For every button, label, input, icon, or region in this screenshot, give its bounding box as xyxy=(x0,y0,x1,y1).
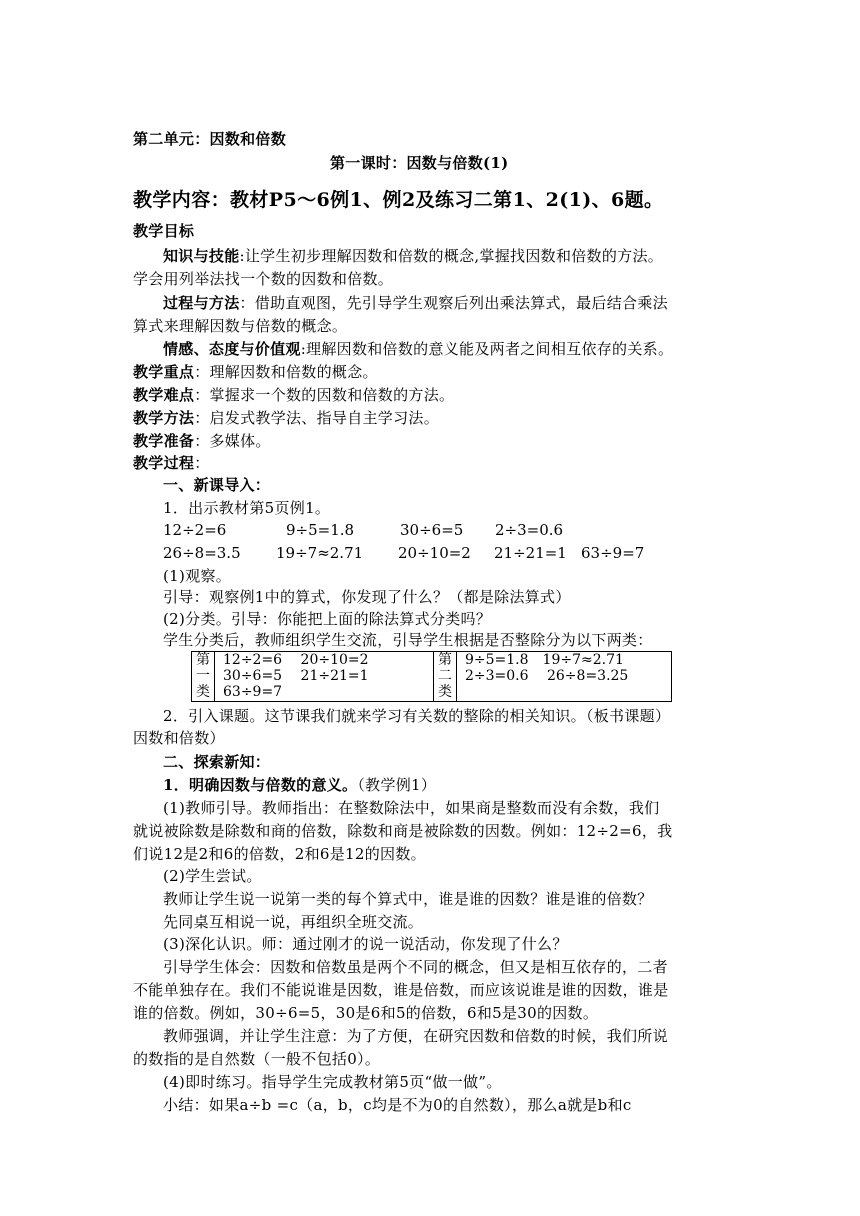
header-char: 二 xyxy=(438,668,452,684)
objective-knowledge xyxy=(163,245,663,267)
objective-knowledge-text: :让学生初步理解因数和倍数的概念,掌握找因数和倍数的方法。 xyxy=(239,247,664,265)
meta-text: ：多媒体。 xyxy=(194,432,271,450)
section2-heading: 二、探索新知： xyxy=(163,753,271,771)
teaching-content: 教学内容：教材P5～6例1、例2及练习二第1、2(1)、6题。 xyxy=(133,189,664,211)
meta-difficulty xyxy=(133,384,454,406)
meta-label: 教学方法 xyxy=(133,409,195,427)
lesson-title: 第一课时：因数与倍数(1) xyxy=(330,154,509,172)
objective-process xyxy=(163,292,668,314)
equation: 21÷21=1 xyxy=(494,544,567,562)
objective-process-cont: 算式来理解因数与倍数的概念。 xyxy=(133,317,348,335)
table-line xyxy=(465,684,671,700)
section1-heading: 一、新课导入： xyxy=(163,476,271,494)
paragraph-line: 的数指的是自然数（一般不包括0）。 xyxy=(133,1050,381,1068)
paragraph-line: (4)即时练习。指导学生完成教材第5页“做一做”。 xyxy=(163,1073,502,1091)
table-line: 9÷5=1.8 19÷7≈2.71 xyxy=(465,652,624,668)
unit-title: 第二单元：因数和倍数 xyxy=(133,130,287,148)
objective-process-text: ：借助直观图，先引导学生观察后列出乘法算式，最后结合乘法 xyxy=(239,294,668,312)
header-char: 第 xyxy=(196,652,210,668)
table-line: 30÷6=5 21÷21=1 xyxy=(223,668,369,684)
section1-classify: (2)分类。引导：你能把上面的除法算式分类吗？ xyxy=(163,610,492,628)
paragraph-line: 不能单独存在。我们不能说谁是因数，谁是倍数，而应该说谁是谁的因数，谁是 xyxy=(133,981,669,999)
meta-preparation xyxy=(133,430,271,452)
meta-label: 教学难点 xyxy=(133,386,195,404)
second-class-header xyxy=(434,652,457,702)
paragraph-line: 引导学生体会：因数和倍数虽是两个不同的概念，但又是相互依存的，二者 xyxy=(163,958,668,976)
first-class-header xyxy=(192,652,215,702)
meta-process xyxy=(133,452,210,474)
first-class-equations xyxy=(215,652,434,702)
section2-item1 xyxy=(163,774,436,796)
objective-emotion-text: :理解因数和倍数的意义能及两者之间相互依存的关系。 xyxy=(300,340,674,358)
paragraph-line: (1)教师引导。教师指出：在整数除法中，如果商是整数而没有余数，我们 xyxy=(163,799,660,817)
paragraph-line: 教师强调，并让学生注意：为了方便，在研究因数和倍数的时候，我们所说 xyxy=(163,1027,668,1045)
equation: 9÷5=1.8 xyxy=(286,521,355,539)
table-line: 63÷9=7 xyxy=(223,684,283,700)
paragraph-line: (2)学生尝试。 xyxy=(163,867,262,885)
section1-item2: 2．引入课题。这节课我们就来学习有关数的整除的相关知识。（板书课题） xyxy=(163,707,671,725)
section2-item1-note: （教学例1） xyxy=(357,776,437,794)
meta-text: ：理解因数和倍数的概念。 xyxy=(194,363,378,381)
paragraph-line: 小结：如果a÷b =c（a，b，c均是不为0的自然数），那么a就是b和c xyxy=(163,1096,632,1114)
section1-item1: 1．出示教材第5页例1。 xyxy=(163,499,331,517)
table-line: 12÷2=6 20÷10=2 xyxy=(223,652,369,668)
equation: 30÷6=5 xyxy=(400,521,464,539)
equation: 20÷10=2 xyxy=(398,544,471,562)
equation: 12÷2=6 xyxy=(163,521,227,539)
section1-item2-cont: 因数和倍数） xyxy=(133,729,225,747)
objective-emotion-label: 情感、态度与价值观 xyxy=(163,340,301,358)
objectives-heading: 教学目标 xyxy=(133,222,195,240)
objective-process-label: 过程与方法 xyxy=(163,294,240,312)
equation: 26÷8=3.5 xyxy=(163,544,241,562)
header-char: 一 xyxy=(196,668,210,684)
section1-after: 学生分类后，教师组织学生交流，引导学生根据是否整除分为以下两类： xyxy=(163,631,653,649)
paragraph-line: 们说12是2和6的倍数，2和6是12的因数。 xyxy=(133,845,426,863)
meta-text: ：启发式教学法、指导自主学习法。 xyxy=(194,409,440,427)
objective-emotion xyxy=(163,338,673,360)
section1-guide: 引导：观察例1中的算式，你发现了什么？（都是除法算式） xyxy=(163,588,571,606)
meta-label: 教学重点 xyxy=(133,363,195,381)
paragraph-line: 谁的倍数。例如，30÷6=5，30是6和5的倍数，6和5是30的因数。 xyxy=(133,1004,599,1022)
section1-observe: (1)观察。 xyxy=(163,567,232,585)
paragraph-line: (3)深化认识。师：通过刚才的说一说活动，你发现了什么？ xyxy=(163,935,568,953)
equation: 19÷7≈2.71 xyxy=(276,544,364,562)
table-line: 2÷3=0.6 26÷8=3.25 xyxy=(465,668,629,684)
header-char: 类 xyxy=(196,684,210,700)
meta-key-point xyxy=(133,361,378,383)
classification-table xyxy=(191,651,672,702)
equation: 2÷3=0.6 xyxy=(495,521,564,539)
paragraph-line: 先同桌互相说一说，再组织全班交流。 xyxy=(163,913,424,931)
section2-item1-title: 1．明确因数与倍数的意义。 xyxy=(163,776,358,794)
second-class-equations xyxy=(457,652,672,702)
objective-knowledge-label: 知识与技能 xyxy=(163,247,240,265)
meta-method xyxy=(133,407,439,429)
paragraph-line: 教师让学生说一说第一类的每个算式中，谁是谁的因数？谁是谁的倍数？ xyxy=(163,890,653,908)
header-char: 类 xyxy=(438,684,452,700)
equation: 63÷9=7 xyxy=(581,544,645,562)
objective-knowledge-cont: 学会用列举法找一个数的因数和倍数。 xyxy=(133,270,394,288)
meta-label: 教学准备 xyxy=(133,432,195,450)
meta-label: 教学过程 xyxy=(133,454,195,472)
meta-text: ：掌握求一个数的因数和倍数的方法。 xyxy=(194,386,455,404)
header-char: 第 xyxy=(438,652,452,668)
meta-text: ： xyxy=(194,454,210,472)
paragraph-line: 就说被除数是除数和商的倍数，除数和商是被除数的因数。例如：12÷2=6，我 xyxy=(133,822,673,840)
